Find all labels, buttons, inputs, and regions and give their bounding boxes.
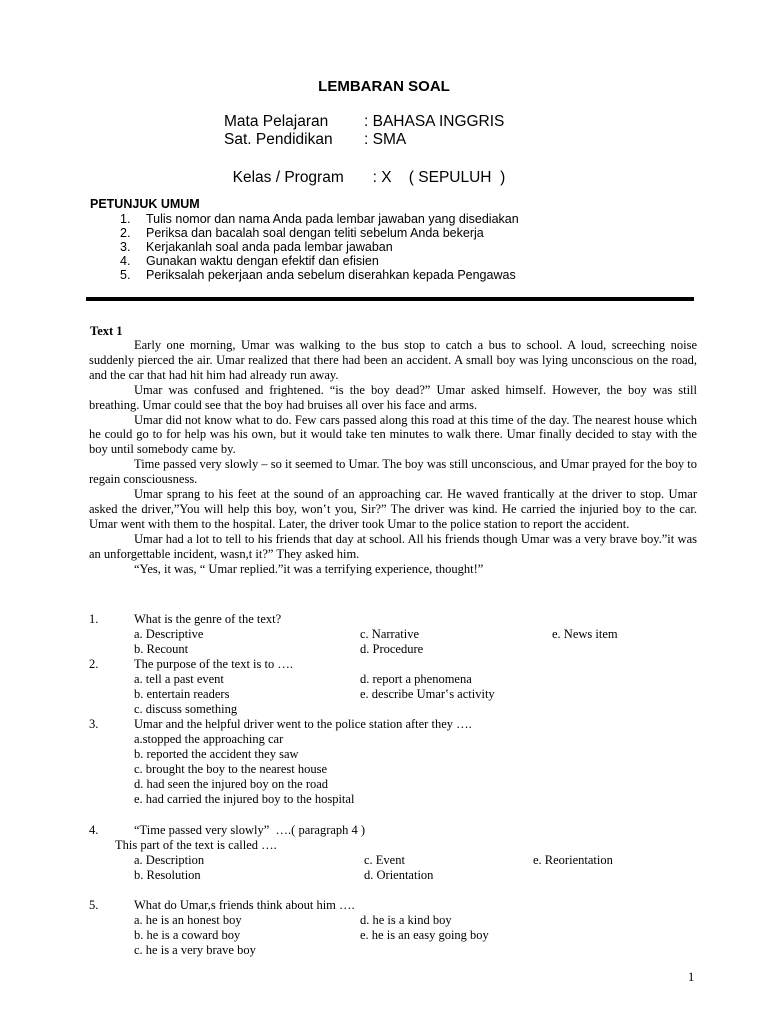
info-key: Kelas / Program	[232, 169, 344, 186]
answer-option: c. he is a very brave boy	[134, 943, 256, 957]
instruction-item	[120, 254, 379, 268]
instruction-text: Kerjakanlah soal anda pada lembar jawaban	[146, 240, 393, 254]
answer-option: c. Narrative	[360, 627, 419, 641]
instruction-number: 3.	[120, 240, 131, 254]
question-number: 3.	[89, 717, 99, 731]
answer-option: d. he is a kind boy	[360, 913, 452, 927]
answer-option: d. Orientation	[364, 868, 434, 882]
answer-option: e. had carried the injured boy to the hospital	[134, 792, 355, 806]
answer-option: e. Reorientation	[533, 853, 613, 867]
question-text: “Time passed very slowly” ….( paragraph 4 )	[134, 823, 366, 837]
answer-option: e. News item	[552, 627, 618, 641]
answer-option: b. reported the accident they saw	[134, 747, 299, 761]
passage-paragraph: Early one morning, Umar was walking to the bus stop to catch a bus to school. A loud, screeching noise suddenly pierced the air. Umar realized that there had been an accident. A small boy was lying unconscious on the road, and the car that had hit him had already run away.	[89, 338, 697, 382]
question-subtext: This part of the text is called ….	[115, 838, 277, 852]
instruction-text: Periksalah pekerjaan anda sebelum diserahkan kepada Pengawas	[146, 268, 516, 282]
page-title: LEMBARAN SOAL	[318, 78, 450, 95]
answer-option: e. describe Umar‛s activity	[360, 687, 495, 701]
question-number: 2.	[89, 657, 99, 671]
instructions-title: PETUNJUK UMUM	[90, 197, 200, 211]
instruction-number: 5.	[120, 268, 131, 282]
passage-paragraph: Umar sprang to his feet at the sound of an approaching car. He waved frantically at the driver to stop. Umar asked the driver,”You will help this boy, won‛t you, Sir?” The driver was kind. He carried the injuried boy to the car. Umar went with them to the hospital. Later, the driver took Umar to the police station to report the accident.	[89, 487, 697, 531]
question-number: 1.	[89, 612, 99, 626]
text-label: Text 1	[90, 324, 123, 338]
question-text: What is the genre of the text?	[134, 612, 282, 626]
instruction-number: 2.	[120, 226, 131, 240]
page-number: 1	[688, 970, 695, 984]
instruction-item	[120, 268, 516, 282]
answer-option: c. discuss something	[134, 702, 238, 716]
answer-option: b. entertain readers	[134, 687, 230, 701]
passage-paragraph: Umar did not know what to do. Few cars passed along this road at this time of the day. The nearest house which he could go to for help was his own, but it would take ten minutes to walk there. Umar finally decided to stay with the boy until somebody came by.	[89, 412, 697, 457]
question-text: Umar and the helpful driver went to the police station after they ….	[134, 717, 472, 731]
info-row-class	[224, 148, 505, 188]
answer-option: a. tell a past event	[134, 672, 224, 686]
answer-option: a. Description	[134, 853, 205, 867]
answer-option: c. Event	[364, 853, 405, 867]
question-number: 5.	[89, 898, 99, 912]
answer-option: e. he is an easy going boy	[360, 928, 489, 942]
instruction-item	[120, 226, 484, 240]
passage-paragraph: Umar was confused and frightened. “is the boy dead?” Umar asked himself. However, the boy was still breathing. Umar could see that the boy had bruises all over his face and arms.	[89, 382, 697, 412]
question-number: 4.	[89, 823, 99, 837]
passage-paragraph: Umar had a lot to tell to his friends that day at school. All his friends though Umar was a very brave boy.”it was an unforgettable incident, wasn,t it?” They asked him.	[89, 531, 697, 561]
answer-option: d. report a phenomena	[360, 672, 472, 686]
info-value: : SMA	[364, 131, 407, 148]
passage-paragraph: Time passed very slowly – so it seemed to Umar. The boy was still unconscious, and Umar prayed for the boy to regain consciousness.	[89, 457, 697, 487]
info-key: Mata Pelajaran	[224, 113, 329, 130]
instruction-item	[120, 240, 393, 254]
info-value: : BAHASA INGGRIS	[364, 113, 505, 130]
answer-option: b. Resolution	[134, 868, 201, 882]
info-row-school-level	[224, 130, 406, 150]
instruction-text: Tulis nomor dan nama Anda pada lembar jawaban yang disediakan	[146, 212, 519, 226]
answer-option: a.stopped the approaching car	[134, 732, 284, 746]
divider-line	[86, 297, 694, 301]
instruction-text: Periksa dan bacalah soal dengan teliti sebelum Anda bekerja	[146, 226, 484, 240]
answer-option: a. Descriptive	[134, 627, 204, 641]
answer-option: d. had seen the injured boy on the road	[134, 777, 329, 791]
reading-passage	[89, 338, 697, 577]
instruction-item	[120, 212, 519, 226]
answer-option: d. Procedure	[360, 642, 424, 656]
instruction-text: Gunakan waktu dengan efektif dan efisien	[146, 254, 379, 268]
question-text: The purpose of the text is to ….	[134, 657, 293, 671]
info-row-subject	[224, 112, 504, 132]
answer-option: c. brought the boy to the nearest house	[134, 762, 328, 776]
instruction-number: 1.	[120, 212, 131, 226]
instruction-number: 4.	[120, 254, 131, 268]
info-value: : X ( SEPULUH )	[372, 169, 506, 186]
answer-option: b. Recount	[134, 642, 189, 656]
answer-option: a. he is an honest boy	[134, 913, 242, 927]
question-text: What do Umar,s friends think about him ….	[134, 898, 355, 912]
info-key: Sat. Pendidikan	[224, 131, 333, 148]
answer-option: b. he is a coward boy	[134, 928, 241, 942]
passage-paragraph: “Yes, it was, “ Umar replied.”it was a terrifying experience, thought!”	[134, 561, 484, 576]
